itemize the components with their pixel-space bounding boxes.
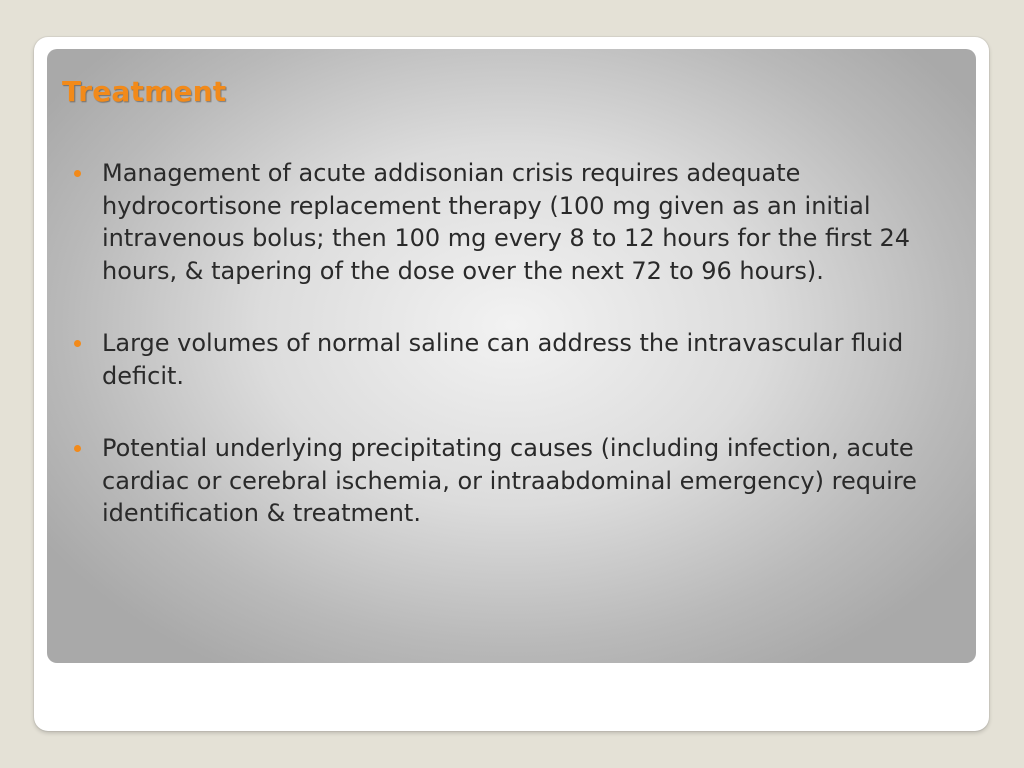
- slide-frame: [34, 37, 989, 731]
- bullet-item-hydrocortisone: [70, 157, 950, 287]
- bullet-item-precipitating-causes: [70, 432, 950, 530]
- bullet-text: Large volumes of normal saline can address the intravascular fluid deficit.: [102, 329, 904, 390]
- slide-content-panel: [47, 49, 976, 663]
- bullet-dot-icon: [74, 170, 81, 177]
- bullet-dot-icon: [74, 445, 81, 452]
- bullet-dot-icon: [74, 340, 81, 347]
- slide-title: Treatment: [62, 75, 227, 108]
- bullet-list: [70, 157, 950, 570]
- bullet-text: Management of acute addisonian crisis requires adequate hydrocortisone replacement therapy (100 mg given as an initial intravenous bolus; then 100 mg every 8 to 12 hours for the first 24 hours, & tapering of the dose over the next 72 to 96 hours).: [102, 159, 911, 285]
- bullet-text: Potential underlying precipitating causes (including infection, acute cardiac or cerebral ischemia, or intraabdominal emergency) require identification & treatment.: [102, 434, 917, 527]
- bullet-item-saline: [70, 327, 950, 392]
